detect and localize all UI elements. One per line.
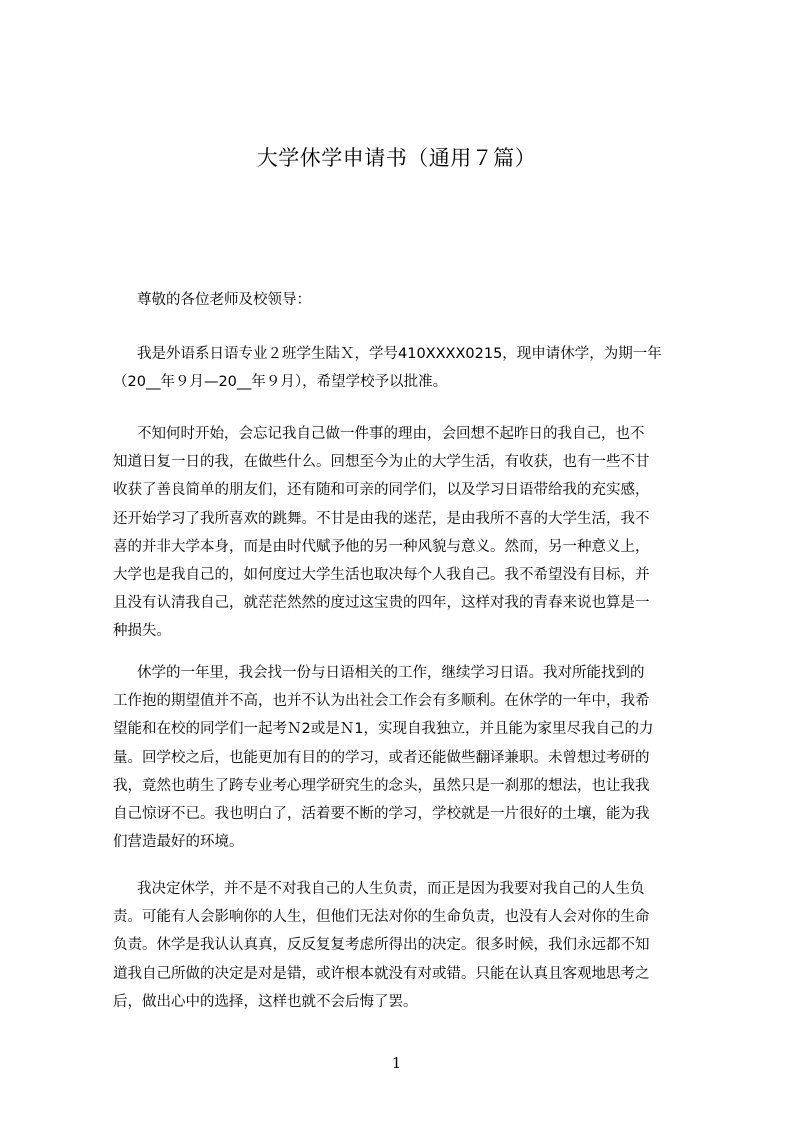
- page-number: 1: [391, 1054, 402, 1072]
- salutation: 尊敬的各位老师及校领导：: [137, 292, 311, 308]
- paragraph-line: 我，竟然也萌生了跨专业考心理学研究生的念头，虽然只是一刹那的想法，也让我我: [113, 777, 650, 794]
- paragraph-line: 工作抱的期望值并不高，也并不认为出社会工作会有多顺利。在休学的一年中，我希: [113, 693, 650, 710]
- paragraph-line: 后，做出心中的选择，这样也就不会后悔了罢。: [113, 993, 418, 1010]
- paragraph-line: 量。回学校之后，也能更加有目的的学习，或者还能做些翻译兼职。未曾想过考研的: [113, 749, 650, 766]
- paragraph-line: 我决定休学，并不是不对我自己的人生负责，而正是因为我要对我自己的人生负: [137, 881, 645, 897]
- paragraph-line: 自己惊讶不已。我也明白了，活着要不断的学习，学校就是一片很好的土壤，能为我: [113, 805, 650, 822]
- paragraph-4: [113, 875, 699, 1016]
- paragraph-line: 们营造最好的环境。: [113, 834, 244, 851]
- paragraph-line: 且没有认清我自己，就茫茫然然的度过这宝贵的四年，这样对我的青春来说也算是一: [113, 595, 650, 612]
- paragraph-line: （20__年９月—20__年９月），希望学校予以批准。: [113, 374, 448, 391]
- paragraph-1: [113, 340, 699, 396]
- page-title: 大学休学申请书（通用７篇）: [256, 146, 537, 170]
- paragraph-line: 望能和在校的同学们一起考Ｎ2或是Ｎ1，实现自我独立，并且能为家里尽我自己的力: [113, 721, 654, 738]
- paragraph-line: 休学的一年里，我会找一份与日语相关的工作，继续学习日语。我对所能找到的: [137, 665, 645, 681]
- paragraph-line: 大学也是我自己的，如何度过大学生活也取决每个人我自己。我不希望没有目标，并: [113, 566, 650, 583]
- paragraph-2: [113, 420, 699, 646]
- paragraph-3: [113, 659, 699, 856]
- paragraph-line: 不知何时开始，会忘记我自己做一件事的理由，会回想不起昨日的我自己，也不: [137, 426, 645, 442]
- paragraph-line: 收获了善良简单的朋友们，还有随和可亲的同学们，以及学习日语带给我的充实感，: [113, 482, 650, 499]
- paragraph-line: 责。可能有人会影响你的人生，但他们无法对你的生命负责，也没有人会对你的生命: [113, 909, 650, 926]
- paragraph-line: 还开始学习了我所喜欢的跳舞。不甘是由我的迷茫，是由我所不喜的大学生活，我不: [113, 510, 650, 527]
- paragraph-line: 种损失。: [113, 623, 171, 640]
- paragraph-line: 道我自己所做的决定是对是错，或许根本就没有对或错。只能在认真且客观地思考之: [113, 965, 650, 982]
- paragraph-line: 我是外语系日语专业２班学生陆Ｘ，学号410XXXX0215，现申请休学，为期一年: [137, 346, 662, 362]
- paragraph-line: 负责。休学是我认认真真，反反复复考虑所得出的决定。很多时候，我们永远都不知: [113, 937, 650, 954]
- paragraph-line: 知道日复一日的我，在做些什么。回想至今为止的大学生活，有收获，也有一些不甘: [113, 454, 650, 471]
- paragraph-line: 喜的并非大学本身，而是由时代赋予他的另一种风貌与意义。然而，另一种意义上，: [113, 538, 650, 555]
